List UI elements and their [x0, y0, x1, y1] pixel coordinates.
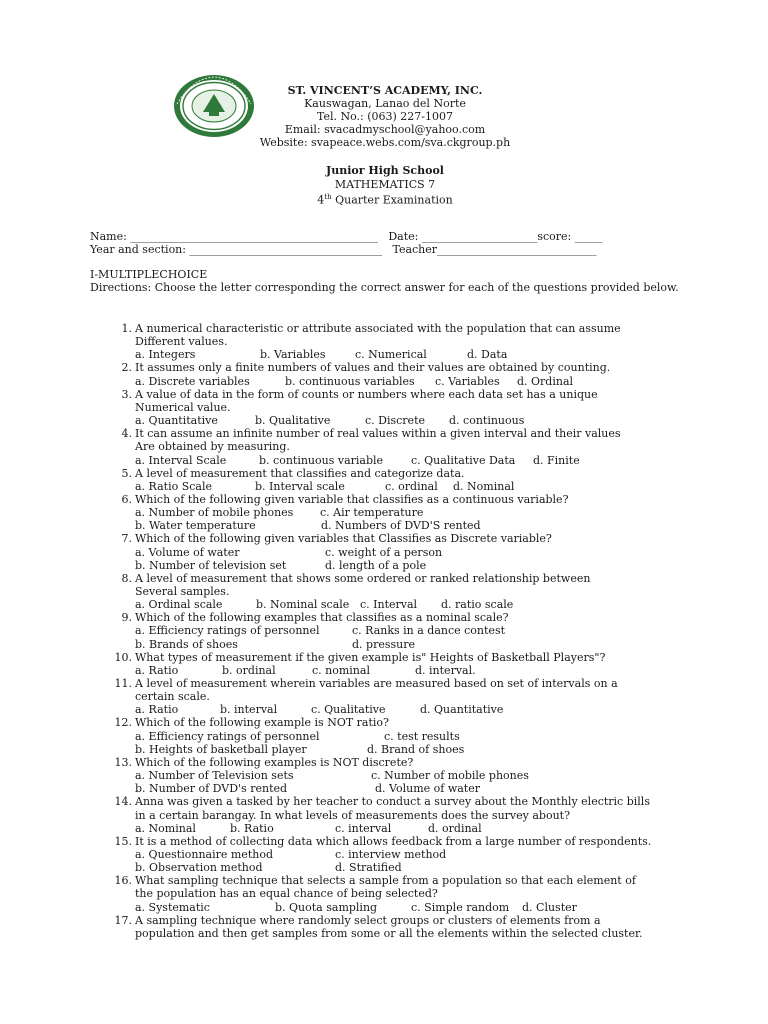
question-number: 8. — [121, 571, 132, 585]
answer-option: c. Numerical — [355, 348, 427, 362]
question-number: 11. — [114, 677, 132, 691]
answer-options-row — [90, 782, 690, 795]
answer-option: a. Number of mobile phones — [135, 506, 294, 520]
answer-option: c. Ranks in a dance contest — [352, 624, 506, 638]
answer-options-row — [90, 624, 690, 637]
quarter-suffix: th — [324, 193, 332, 201]
answer-option: d. pressure — [352, 637, 415, 651]
answer-option: a. Efficiency ratings of personnel — [135, 624, 320, 638]
answer-option: d. Nominal — [453, 479, 515, 493]
answer-option: b. Water temperature — [135, 519, 256, 533]
question-line: It can assume an infinite number of real values within a given interval and their values — [135, 427, 621, 441]
question-text — [90, 756, 690, 769]
exam-level: Junior High School — [326, 164, 444, 177]
question-item — [90, 467, 690, 493]
question-item — [90, 361, 690, 387]
question-item — [90, 835, 690, 874]
answer-option: d. interval. — [415, 663, 476, 677]
section-title: I-MULTIPLECHOICE — [90, 268, 208, 281]
school-name: ST. VINCENT’S ACADEMY, INC. — [287, 84, 483, 97]
answer-options-row — [90, 546, 690, 559]
answer-option: a. Discrete variables — [135, 374, 250, 388]
directions-text: Directions: Choose the letter corresponding the correct answer for each of the questions provided below. — [90, 281, 679, 295]
answer-option: c. Qualitative Data — [411, 453, 516, 467]
question-item — [90, 493, 690, 532]
answer-option: c. nominal — [312, 663, 370, 677]
answer-option: d. Finite — [533, 453, 580, 467]
question-line: Numerical value. — [135, 400, 231, 414]
quarter-number: 4 — [317, 193, 325, 207]
answer-option: c. Air temperature — [320, 506, 424, 520]
question-number: 14. — [114, 795, 132, 809]
section-intro — [90, 268, 680, 294]
question-text — [90, 651, 690, 664]
question-line: What sampling technique that selects a sample from a population so that each element of — [135, 874, 636, 888]
answer-option: d. length of a pole — [325, 558, 427, 572]
answer-option: a. Ratio — [135, 703, 179, 717]
question-line: Which of the following given variable that classifies as a continuous variable? — [135, 492, 569, 506]
question-text — [90, 572, 690, 598]
question-line: in a certain barangay. In what levels of measurements does the survey about? — [135, 808, 570, 822]
answer-option: c. weight of a person — [325, 545, 443, 559]
answer-option: c. interval — [335, 821, 392, 835]
question-number: 2. — [121, 361, 132, 375]
question-text — [90, 427, 690, 453]
question-number: 6. — [121, 492, 132, 506]
answer-option: a. Ratio Scale — [135, 479, 212, 493]
question-text — [90, 795, 690, 821]
question-line: Several samples. — [135, 584, 230, 598]
answer-option: b. Nominal scale — [256, 598, 350, 612]
question-item — [90, 322, 690, 361]
question-line: A level of measurement that shows some ordered or ranked relationship between — [135, 571, 591, 585]
answer-option: a. Nominal — [135, 821, 196, 835]
question-item — [90, 532, 690, 571]
answer-option: b. Quota sampling — [275, 900, 378, 914]
question-item — [90, 677, 690, 716]
question-number: 17. — [114, 913, 132, 927]
answer-option: a. Number of Television sets — [135, 769, 294, 783]
question-line: A level of measurement that classifies and categorize data. — [135, 466, 465, 480]
question-line: A sampling technique where randomly select groups or clusters of elements from a — [135, 913, 601, 927]
answer-options-row — [90, 559, 690, 572]
answer-options-row — [90, 414, 690, 427]
answer-options-row — [90, 454, 690, 467]
school-email: Email: svacadmyschool@yahoo.com — [284, 123, 486, 136]
question-text — [90, 388, 690, 414]
question-line: Which of the following examples is NOT discrete? — [135, 755, 414, 769]
answer-option: d. ratio scale — [441, 598, 514, 612]
answer-option: a. Ordinal scale — [135, 598, 223, 612]
question-line: A level of measurement wherein variables are measured based on set of intervals on a — [135, 677, 618, 691]
school-website: Website: svapeace.webs.com/sva.ckgroup.ph — [259, 136, 511, 149]
question-number: 16. — [114, 874, 132, 888]
answer-options-row — [90, 480, 690, 493]
question-line: Which of the following given variables that Classifies as Discrete variable? — [135, 532, 552, 546]
question-number: 15. — [114, 834, 132, 848]
answer-option: a. Ratio — [135, 663, 179, 677]
question-item — [90, 716, 690, 755]
question-text — [90, 677, 690, 703]
school-address: Kauswagan, Lanao del Norte — [304, 97, 466, 110]
question-text — [90, 914, 690, 940]
question-text — [90, 874, 690, 900]
answer-option: d. Quantitative — [420, 703, 504, 717]
answer-options-row — [90, 638, 690, 651]
quarter-text: Quarter Examination — [331, 193, 453, 207]
question-number: 7. — [121, 532, 132, 546]
answer-option: d. ordinal — [428, 821, 482, 835]
answer-option: b. continuous variable — [259, 453, 384, 467]
answer-option: c. Discrete — [365, 414, 425, 428]
question-text — [90, 716, 690, 729]
answer-options-row — [90, 506, 690, 519]
answer-option: a. Quantitative — [135, 414, 218, 428]
school-phone: Tel. No.: (063) 227-1007 — [316, 110, 454, 123]
question-line: It is a method of collecting data which allows feedback from a large number of respondents. — [135, 834, 652, 848]
answer-option: d. Data — [467, 348, 508, 362]
question-line: Which of the following examples that classifies as a nominal scale? — [135, 611, 509, 625]
answer-option: b. interval — [220, 703, 278, 717]
answer-option: b. Brands of shoes — [135, 637, 238, 651]
question-line: It assumes only a finite numbers of values and their values are obtained by counting. — [135, 361, 611, 375]
answer-option: b. Variables — [260, 348, 326, 362]
answer-option: d. Numbers of DVD'S rented — [321, 519, 481, 533]
answer-option: d. Brand of shoes — [367, 742, 465, 756]
question-line: A value of data in the form of counts or numbers where each data set has a unique — [135, 387, 598, 401]
question-text — [90, 532, 690, 545]
answer-options-row — [90, 848, 690, 861]
answer-option: d. continuous — [449, 414, 525, 428]
question-item — [90, 914, 690, 940]
answer-option: a. Volume of water — [135, 545, 240, 559]
answer-option: c. test results — [384, 729, 460, 743]
question-line: What types of measurement if the given example is" Heights of Basketball Players"? — [135, 650, 606, 664]
answer-option: b. Heights of basketball player — [135, 742, 307, 756]
answer-option: b. Observation method — [135, 861, 263, 875]
question-list — [90, 322, 690, 940]
answer-options-row — [90, 730, 690, 743]
question-number: 4. — [121, 427, 132, 441]
question-item — [90, 756, 690, 795]
question-line: Different values. — [135, 335, 228, 349]
answer-option: c. interview method — [335, 847, 447, 861]
exam-subject: MATHEMATICS 7 — [334, 177, 436, 191]
answer-options-row — [90, 861, 690, 874]
question-text — [90, 467, 690, 480]
answer-option: d. Ordinal — [517, 374, 574, 388]
answer-option: b. Interval scale — [255, 479, 345, 493]
question-text — [90, 322, 690, 348]
answer-option: c. Qualitative — [311, 703, 386, 717]
answer-option: c. Simple random — [411, 900, 510, 914]
question-item — [90, 427, 690, 466]
question-item — [90, 572, 690, 611]
question-text — [90, 835, 690, 848]
question-number: 12. — [114, 716, 132, 730]
question-line: Anna was given a tasked by her teacher to conduct a survey about the Monthly electric bills — [135, 795, 650, 809]
question-text — [90, 493, 690, 506]
school-seal-logo — [173, 74, 255, 138]
question-line: population and then get samples from some or all the elements within the selected cluster. — [135, 926, 643, 940]
answer-options-row — [90, 664, 690, 677]
answer-option: b. Qualitative — [255, 414, 331, 428]
exam-quarter — [250, 191, 520, 207]
question-line: the population has an equal chance of being selected? — [135, 887, 438, 901]
question-number: 13. — [114, 755, 132, 769]
answer-options-row — [90, 703, 690, 716]
question-line: A numerical characteristic or attribute associated with the population that can assume — [135, 322, 621, 335]
answer-option: c. Variables — [435, 374, 500, 388]
answer-options-row — [90, 598, 690, 611]
answer-option: b. Number of DVD's rented — [135, 782, 288, 796]
answer-option: c. Number of mobile phones — [371, 769, 529, 783]
question-item — [90, 795, 690, 834]
question-number: 10. — [114, 650, 132, 664]
section-teacher-row: Year and section: ___________________________________ Teacher_____________________________ — [90, 243, 597, 256]
answer-options-row — [90, 822, 690, 835]
question-item — [90, 611, 690, 650]
question-number: 9. — [121, 611, 132, 625]
answer-options-row — [90, 743, 690, 756]
answer-option: d. Stratified — [335, 861, 402, 875]
question-number: 5. — [121, 466, 132, 480]
answer-options-row — [90, 519, 690, 532]
answer-option: d. Cluster — [522, 900, 577, 914]
question-number: 3. — [121, 387, 132, 401]
question-text — [90, 361, 690, 374]
answer-option: a. Questionnaire method — [135, 847, 273, 861]
answer-option: c. Interval — [360, 598, 418, 612]
question-line: certain scale. — [135, 690, 210, 704]
question-line: Are obtained by measuring. — [135, 440, 290, 454]
answer-option: b. continuous variables — [285, 374, 415, 388]
answer-option: c. ordinal — [385, 479, 438, 493]
question-line: Which of the following example is NOT ratio? — [135, 716, 389, 730]
question-item — [90, 651, 690, 677]
answer-option: a. Systematic — [135, 900, 210, 914]
answer-option: a. Integers — [135, 348, 196, 362]
name-date-score-row: Name: _____________________________________________ Date: _____________________score: _____ — [90, 230, 603, 243]
student-info-fields — [90, 230, 690, 256]
school-header — [250, 84, 520, 149]
question-number: 1. — [121, 322, 132, 335]
answer-options-row — [90, 375, 690, 388]
answer-options-row — [90, 348, 690, 361]
answer-options-row — [90, 901, 690, 914]
exam-title-block — [250, 164, 520, 207]
answer-option: b. Ratio — [230, 821, 274, 835]
question-item — [90, 874, 690, 913]
answer-option: b. ordinal — [222, 663, 276, 677]
answer-option: d. Volume of water — [375, 782, 480, 796]
question-item — [90, 388, 690, 427]
question-text — [90, 611, 690, 624]
answer-option: b. Number of television set — [135, 558, 287, 572]
answer-option: a. Efficiency ratings of personnel — [135, 729, 320, 743]
answer-options-row — [90, 769, 690, 782]
answer-option: a. Interval Scale — [135, 453, 227, 467]
